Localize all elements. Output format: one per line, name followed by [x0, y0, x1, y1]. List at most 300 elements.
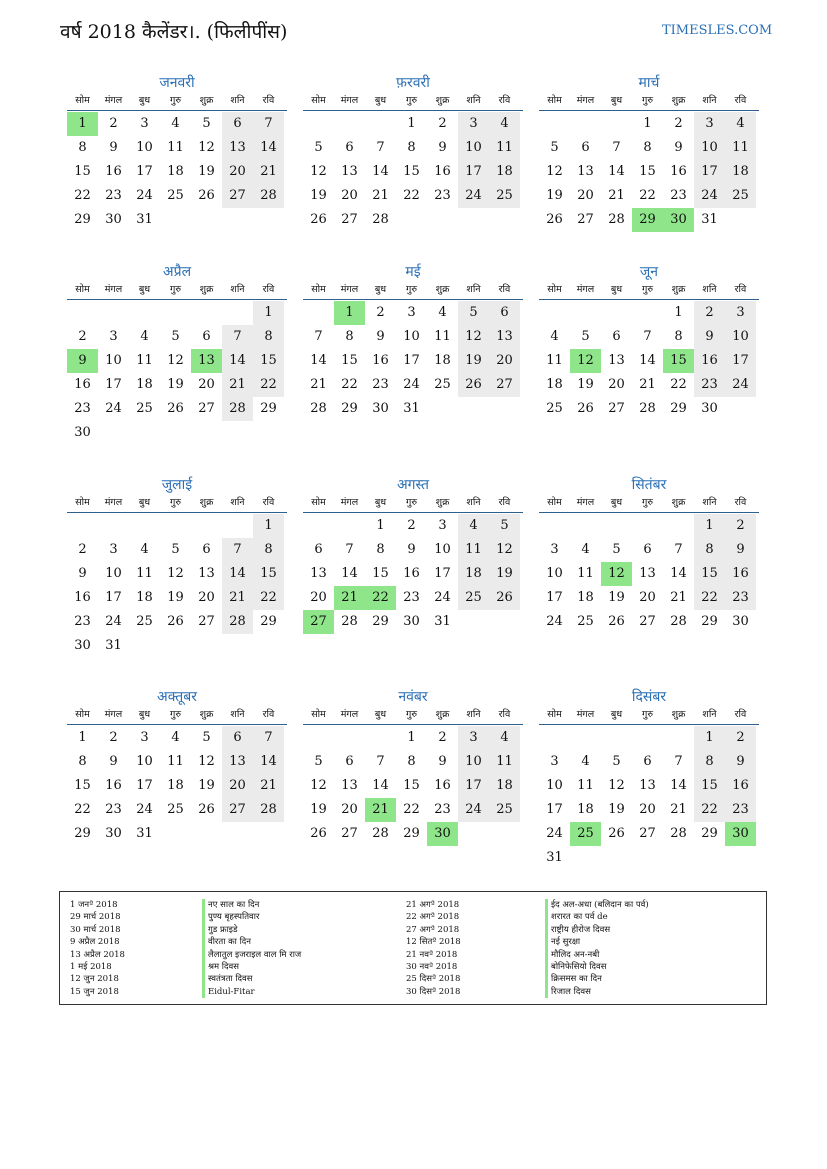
empty-cell [570, 112, 601, 136]
day-cell: 30 [74, 638, 91, 653]
day-cell: 8 [694, 750, 725, 774]
day-cell: 22 [694, 798, 725, 822]
day-cell: 29 [74, 212, 91, 227]
day-cell: 2 [376, 305, 385, 320]
weekday-label: शुक्र [435, 497, 450, 508]
day-cell: 2 [674, 116, 683, 131]
empty-cell [222, 514, 253, 538]
day-cell: 15 [74, 164, 91, 179]
day-cell: 7 [376, 754, 385, 769]
day-cell: 6 [612, 329, 621, 344]
day-cell: 27 [639, 826, 656, 841]
day-cell: 1 [694, 514, 725, 538]
day-cell: 10 [546, 778, 563, 793]
day-cell: 17 [694, 160, 725, 184]
holiday-day-cell: 30 [725, 822, 756, 846]
month-block [539, 261, 759, 421]
empty-cell [191, 514, 222, 538]
day-cell: 9 [407, 542, 416, 557]
day-cell: 20 [608, 377, 625, 392]
weekday-label: बुध [610, 95, 623, 106]
day-cell: 26 [310, 212, 327, 227]
day-cell: 26 [577, 401, 594, 416]
day-cell: 31 [403, 401, 420, 416]
legend-date: 21 अगª 2018 [406, 900, 460, 910]
legend-date: 30 नवª 2018 [406, 962, 458, 973]
day-cell: 25 [167, 802, 184, 817]
empty-cell [663, 514, 694, 538]
day-cell: 21 [608, 188, 625, 203]
weekday-label: गुरु [169, 497, 182, 508]
day-cell: 14 [670, 566, 687, 581]
weekday-label: गुरु [405, 95, 418, 106]
day-cell: 20 [341, 188, 358, 203]
weekday-label: शनि [230, 284, 245, 295]
legend-name: श्रम दिवस [202, 961, 301, 973]
day-cell: 23 [403, 590, 420, 605]
weekday-label: गुरु [169, 709, 182, 720]
weekday-label: शुक्र [671, 709, 686, 720]
weekday-header [67, 708, 287, 725]
weekday-label: गुरु [169, 284, 182, 295]
day-cell: 26 [458, 373, 489, 397]
weekday-label: शनि [466, 497, 481, 508]
day-cell: 17 [458, 774, 489, 798]
day-cell: 17 [105, 590, 122, 605]
day-cell: 20 [341, 802, 358, 817]
day-cell: 20 [310, 590, 327, 605]
day-cell: 4 [581, 542, 590, 557]
day-cell: 26 [489, 586, 520, 610]
day-cell: 9 [78, 566, 87, 581]
weekday-header [67, 94, 287, 111]
day-cell: 8 [345, 329, 354, 344]
day-cell: 4 [140, 542, 149, 557]
day-cell: 15 [403, 164, 420, 179]
legend-dates-right [406, 899, 461, 998]
day-cell: 7 [376, 140, 385, 155]
empty-cell [539, 514, 570, 538]
day-cell: 11 [577, 566, 594, 581]
day-cell: 5 [202, 730, 211, 745]
day-grid [539, 112, 759, 232]
legend-date: 12 जुन 2018 [70, 974, 119, 985]
day-cell: 18 [167, 778, 184, 793]
day-cell: 18 [458, 562, 489, 586]
day-cell: 28 [310, 401, 327, 416]
day-cell: 11 [489, 750, 520, 774]
day-cell: 25 [546, 401, 563, 416]
day-cell: 16 [372, 353, 389, 368]
day-cell: 3 [109, 542, 118, 557]
holiday-day-cell: 25 [570, 822, 601, 846]
day-cell: 16 [74, 590, 91, 605]
day-cell: 12 [458, 325, 489, 349]
day-cell: 22 [403, 188, 420, 203]
weekday-label: शनि [466, 709, 481, 720]
day-cell: 20 [489, 349, 520, 373]
day-cell: 4 [581, 754, 590, 769]
day-cell: 25 [434, 377, 451, 392]
day-cell: 23 [725, 798, 756, 822]
weekday-label: गुरु [169, 95, 182, 106]
day-cell: 5 [612, 754, 621, 769]
day-cell: 16 [74, 377, 91, 392]
day-cell: 21 [253, 774, 284, 798]
weekday-label: शनि [230, 95, 245, 106]
day-cell: 21 [253, 160, 284, 184]
holiday-day-cell: 1 [334, 301, 365, 325]
day-cell: 7 [612, 140, 621, 155]
holiday-day-cell: 1 [67, 112, 98, 136]
day-cell: 19 [167, 590, 184, 605]
day-cell: 7 [253, 726, 284, 750]
month-name: अप्रैल [162, 264, 192, 280]
weekday-label: शुक्र [671, 95, 686, 106]
day-cell: 17 [725, 349, 756, 373]
day-cell: 21 [222, 586, 253, 610]
weekday-label: मंगल [104, 709, 123, 720]
legend-name: लैलातुल इजराइल वाल मि राज [202, 949, 301, 961]
legend-date: 15 जुन 2018 [70, 986, 119, 997]
empty-cell [334, 514, 365, 538]
day-cell: 3 [407, 305, 416, 320]
empty-cell [160, 514, 191, 538]
legend-name: स्वतंत्रता दिवस [202, 973, 301, 985]
day-cell: 22 [694, 586, 725, 610]
day-cell: 4 [489, 112, 520, 136]
day-cell: 12 [167, 566, 184, 581]
weekday-label: मंगल [576, 95, 595, 106]
day-cell: 21 [670, 802, 687, 817]
day-cell: 29 [372, 614, 389, 629]
day-cell: 28 [608, 212, 625, 227]
day-grid [67, 514, 287, 658]
legend-date: 13 अप्रैल 2018 [70, 949, 125, 960]
day-cell: 17 [434, 566, 451, 581]
day-cell: 1 [643, 116, 652, 131]
day-cell: 1 [253, 514, 284, 538]
day-cell: 2 [438, 116, 447, 131]
empty-cell [539, 726, 570, 750]
day-cell: 14 [222, 562, 253, 586]
weekday-label: बुध [610, 497, 623, 508]
day-cell: 10 [434, 542, 451, 557]
day-cell: 4 [171, 730, 180, 745]
day-cell: 19 [167, 377, 184, 392]
day-cell: 16 [694, 349, 725, 373]
day-cell: 29 [260, 401, 277, 416]
day-cell: 6 [222, 726, 253, 750]
legend-date: 27 अगª 2018 [406, 924, 460, 935]
day-cell: 16 [105, 778, 122, 793]
day-cell: 5 [171, 542, 180, 557]
empty-cell [160, 301, 191, 325]
day-cell: 28 [670, 614, 687, 629]
weekday-label: रवि [498, 284, 511, 295]
day-cell: 27 [489, 373, 520, 397]
weekday-label: मंगल [104, 95, 123, 106]
empty-cell [365, 112, 396, 136]
day-cell: 7 [345, 542, 354, 557]
day-cell: 4 [438, 305, 447, 320]
day-cell: 13 [341, 778, 358, 793]
day-cell: 24 [105, 401, 122, 416]
day-cell: 8 [253, 325, 284, 349]
legend-name: राष्ट्रीय हीरोज दिवस [545, 924, 649, 936]
day-cell: 24 [546, 826, 563, 841]
day-cell: 11 [458, 538, 489, 562]
weekday-label: सोम [311, 709, 326, 720]
empty-cell [539, 112, 570, 136]
day-cell: 20 [639, 802, 656, 817]
empty-cell [67, 301, 98, 325]
weekday-label: गुरु [641, 709, 654, 720]
day-cell: 21 [372, 188, 389, 203]
legend-name: गुड फ्राइडे [202, 924, 301, 936]
day-cell: 19 [546, 188, 563, 203]
day-cell: 28 [372, 212, 389, 227]
day-cell: 16 [403, 566, 420, 581]
day-cell: 9 [109, 140, 118, 155]
empty-cell [303, 112, 334, 136]
day-cell: 22 [341, 377, 358, 392]
day-cell: 12 [489, 538, 520, 562]
day-cell: 30 [732, 614, 749, 629]
day-cell: 30 [74, 425, 91, 440]
weekday-label: बुध [610, 284, 623, 295]
day-cell: 15 [694, 774, 725, 798]
legend-name: ईद अल-अधा (बलिदान का पर्व) [545, 899, 649, 911]
day-cell: 27 [198, 401, 215, 416]
day-cell: 15 [639, 164, 656, 179]
day-cell: 16 [105, 164, 122, 179]
weekday-label: शुक्र [671, 497, 686, 508]
holiday-day-cell: 15 [663, 349, 694, 373]
day-cell: 19 [458, 349, 489, 373]
day-cell: 13 [222, 750, 253, 774]
empty-cell [98, 301, 129, 325]
holiday-day-cell: 29 [632, 208, 663, 232]
day-cell: 25 [167, 188, 184, 203]
day-cell: 25 [458, 586, 489, 610]
holiday-day-cell: 27 [303, 610, 334, 634]
day-cell: 30 [372, 401, 389, 416]
day-cell: 27 [608, 401, 625, 416]
legend-date: 12 सितª 2018 [406, 937, 461, 948]
weekday-label: बुध [374, 95, 387, 106]
day-cell: 9 [438, 140, 447, 155]
weekday-label: गुरु [641, 497, 654, 508]
day-cell: 25 [577, 614, 594, 629]
day-cell: 7 [674, 542, 683, 557]
month-block [539, 72, 759, 232]
day-cell: 13 [608, 353, 625, 368]
legend-name: Eidul-Fitar [202, 986, 301, 998]
day-cell: 16 [725, 562, 756, 586]
legend-name: रिजाल दिवस [545, 986, 649, 998]
day-cell: 14 [253, 136, 284, 160]
legend-name: शरारत का पर्व de [545, 911, 649, 923]
day-cell: 8 [694, 538, 725, 562]
day-cell: 19 [310, 188, 327, 203]
day-cell: 20 [577, 188, 594, 203]
legend-date: 1 मई 2018 [70, 962, 112, 973]
day-grid [303, 726, 523, 846]
day-cell: 19 [198, 778, 215, 793]
day-cell: 4 [489, 726, 520, 750]
day-cell: 11 [546, 353, 563, 368]
weekday-label: शनि [702, 284, 717, 295]
weekday-label: रवि [262, 709, 275, 720]
day-grid [67, 726, 287, 846]
day-cell: 9 [376, 329, 385, 344]
day-cell: 3 [458, 726, 489, 750]
day-cell: 10 [725, 325, 756, 349]
day-cell: 25 [489, 798, 520, 822]
weekday-label: शुक्र [435, 95, 450, 106]
day-cell: 17 [546, 802, 563, 817]
day-grid [539, 301, 759, 421]
day-cell: 6 [222, 112, 253, 136]
day-cell: 31 [434, 614, 451, 629]
empty-cell [632, 301, 663, 325]
day-cell: 29 [74, 826, 91, 841]
weekday-label: रवि [262, 95, 275, 106]
day-cell: 21 [310, 377, 327, 392]
weekday-label: शुक्र [435, 709, 450, 720]
empty-cell [334, 726, 365, 750]
day-cell: 12 [167, 353, 184, 368]
day-cell: 26 [310, 826, 327, 841]
day-cell: 9 [109, 754, 118, 769]
weekday-label: मंगल [576, 284, 595, 295]
holiday-day-cell: 30 [663, 208, 694, 232]
day-cell: 1 [253, 301, 284, 325]
day-cell: 12 [198, 140, 215, 155]
legend-names-right [545, 899, 649, 998]
day-cell: 17 [546, 590, 563, 605]
weekday-label: शुक्र [199, 95, 214, 106]
day-cell: 26 [167, 401, 184, 416]
day-cell: 1 [376, 518, 385, 533]
weekday-label: मंगल [340, 709, 359, 720]
day-cell: 13 [222, 136, 253, 160]
day-cell: 18 [167, 164, 184, 179]
day-cell: 12 [310, 164, 327, 179]
day-grid [67, 301, 287, 445]
day-cell: 14 [670, 778, 687, 793]
day-cell: 8 [253, 538, 284, 562]
day-cell: 26 [608, 614, 625, 629]
day-cell: 19 [577, 377, 594, 392]
day-cell: 29 [260, 614, 277, 629]
weekday-label: मंगल [104, 497, 123, 508]
weekday-header [539, 708, 759, 725]
weekday-label: बुध [138, 95, 151, 106]
day-cell: 1 [407, 730, 416, 745]
day-cell: 2 [109, 116, 118, 131]
day-cell: 19 [608, 590, 625, 605]
weekday-label: मंगल [340, 284, 359, 295]
day-cell: 5 [581, 329, 590, 344]
site-link[interactable]: TIMESLES.COM [662, 23, 773, 38]
weekday-label: शुक्र [199, 284, 214, 295]
day-cell: 4 [458, 514, 489, 538]
day-cell: 22 [639, 188, 656, 203]
empty-cell [632, 514, 663, 538]
day-cell: 9 [694, 325, 725, 349]
day-cell: 11 [136, 566, 153, 581]
holiday-day-cell: 30 [427, 822, 458, 846]
empty-cell [570, 301, 601, 325]
legend-date: 30 मार्च 2018 [70, 924, 121, 935]
weekday-label: शनि [702, 709, 717, 720]
day-cell: 4 [725, 112, 756, 136]
day-cell: 3 [438, 518, 447, 533]
day-cell: 14 [341, 566, 358, 581]
day-cell: 9 [725, 750, 756, 774]
day-cell: 8 [376, 542, 385, 557]
day-cell: 6 [345, 140, 354, 155]
day-cell: 28 [222, 610, 253, 634]
weekday-label: सोम [311, 497, 326, 508]
empty-cell [129, 301, 160, 325]
day-grid [539, 514, 759, 634]
day-cell: 23 [105, 188, 122, 203]
weekday-label: शुक्र [199, 497, 214, 508]
day-cell: 20 [198, 590, 215, 605]
day-cell: 8 [407, 754, 416, 769]
day-cell: 30 [105, 826, 122, 841]
day-cell: 18 [136, 377, 153, 392]
day-cell: 3 [140, 730, 149, 745]
day-cell: 2 [407, 518, 416, 533]
day-cell: 14 [222, 349, 253, 373]
holiday-day-cell: 13 [191, 349, 222, 373]
day-cell: 31 [136, 212, 153, 227]
month-name: अक्तूबर [157, 689, 197, 705]
day-cell: 27 [341, 826, 358, 841]
day-cell: 5 [171, 329, 180, 344]
day-cell: 23 [372, 377, 389, 392]
day-cell: 14 [253, 750, 284, 774]
empty-cell [129, 514, 160, 538]
legend-names-left [202, 899, 301, 998]
empty-cell [67, 514, 98, 538]
empty-cell [539, 301, 570, 325]
day-cell: 27 [341, 212, 358, 227]
day-cell: 15 [372, 566, 389, 581]
day-cell: 23 [74, 401, 91, 416]
month-name: फ़रवरी [396, 75, 430, 91]
weekday-label: बुध [374, 497, 387, 508]
holiday-day-cell: 12 [570, 349, 601, 373]
day-cell: 6 [489, 301, 520, 325]
weekday-label: रवि [734, 95, 747, 106]
day-cell: 31 [105, 638, 122, 653]
day-cell: 1 [407, 116, 416, 131]
day-cell: 4 [550, 329, 559, 344]
weekday-label: सोम [547, 95, 562, 106]
day-cell: 7 [674, 754, 683, 769]
day-cell: 14 [372, 778, 389, 793]
day-cell: 31 [701, 212, 718, 227]
empty-cell [570, 514, 601, 538]
day-cell: 15 [694, 562, 725, 586]
legend-name: पुण्य बृहस्पतिवार [202, 911, 301, 923]
day-cell: 6 [643, 754, 652, 769]
